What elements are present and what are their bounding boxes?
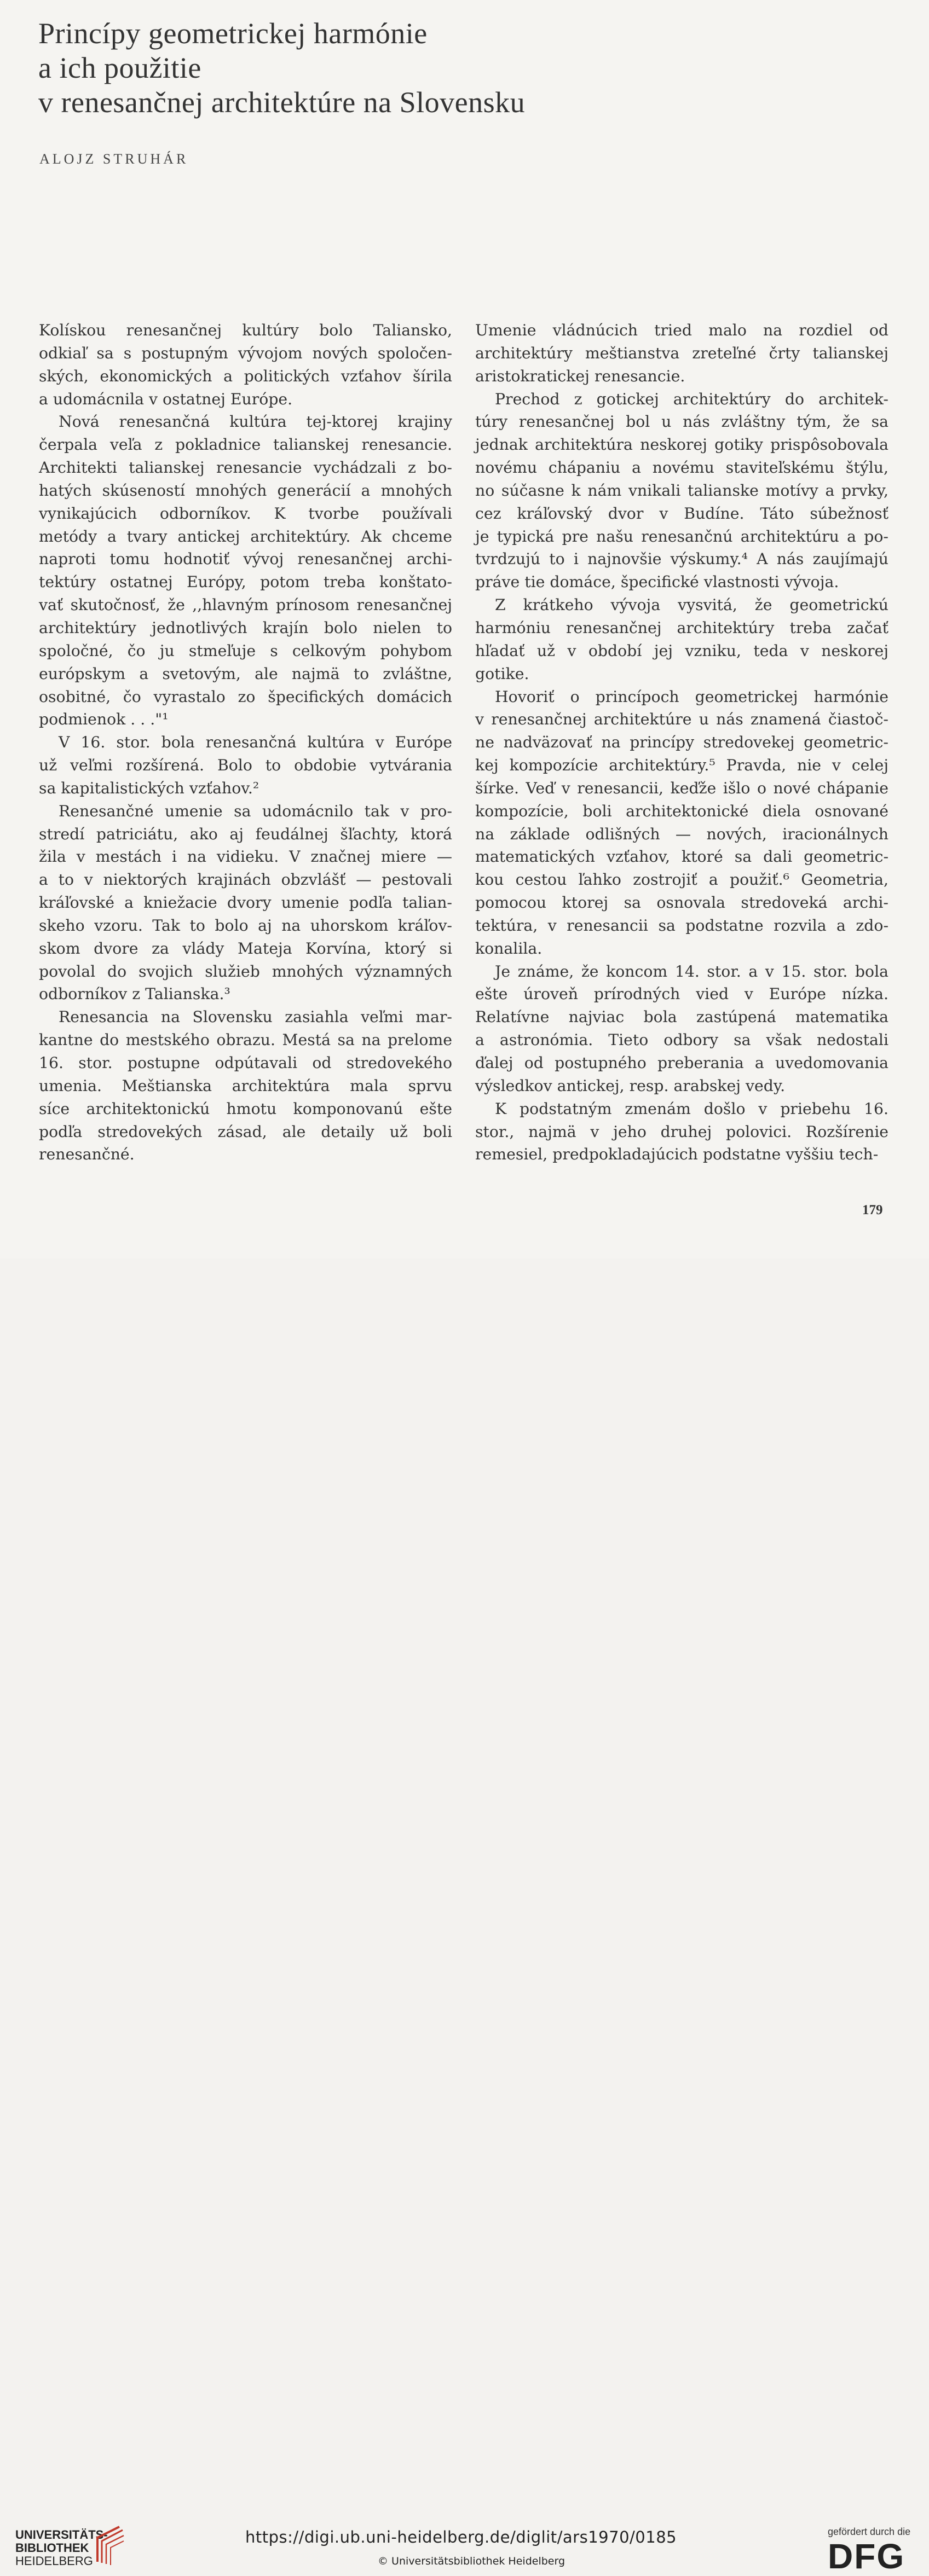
text-line: Renesancia na Slovensku zasiahla veľmi mar- <box>59 1008 452 1026</box>
text-line: kantne do mestského obrazu. Mestá sa na prelome <box>39 1031 452 1049</box>
text-line: a astronómia. Tieto odbory sa však nedostali <box>475 1031 888 1049</box>
article-author: ALOJZ STRUHÁR <box>39 151 189 167</box>
text-line: Z krátkeho vývoja vysvitá, že geometrickú <box>495 596 888 614</box>
permalink-url[interactable]: https://digi.ub.uni-heidelberg.de/diglit/ars1970/0185 <box>245 2528 677 2546</box>
text-line: kompozície, boli architektonické diela osnované <box>475 802 888 820</box>
page-number: 179 <box>862 1203 883 1217</box>
footer-bar <box>0 1258 929 2576</box>
text-line: ne nadväzovať na princípy stredovekej geometric- <box>475 733 888 752</box>
text-line: vať skutočnosť, že ,,hlavným prínosom renesančnej <box>39 596 452 614</box>
text-line: je typická pre našu renesančnú architektúru a po- <box>475 527 888 546</box>
text-line: Relatívne najviac bola zastúpená matematika <box>475 1008 888 1026</box>
text-line: ešte úroveň prírodných vied v Európe nízka. <box>475 985 888 1003</box>
paragraph <box>475 960 888 1098</box>
text-line: tektúry ostatnej Európy, potom treba konštato- <box>39 573 452 591</box>
text-line: skom dvore za vlády Mateja Korvína, ktorý si <box>39 939 452 958</box>
text-line: Prechod z gotickej architektúry do architek- <box>495 390 888 408</box>
text-line: a udomácnila v ostatnej Európe. <box>39 390 293 408</box>
paragraph <box>39 319 452 410</box>
library-line-2: BIBLIOTHEK <box>15 2541 89 2555</box>
text-line: aristokratickej renesancie. <box>475 367 685 385</box>
text-line: jednak architektúra neskorej gotiky prispôsobovala <box>475 436 888 454</box>
text-line: sa kapitalistických vzťahov.² <box>39 779 259 797</box>
text-line: podmienok . . ."¹ <box>39 710 169 729</box>
text-line: cez kráľovský dvor v Budíne. Táto súbežnosť <box>475 504 888 523</box>
library-line-3: HEIDELBERG <box>15 2554 93 2568</box>
text-line: podľa stredovekých zásad, ale detaily už boli <box>39 1122 452 1141</box>
text-line: odborníkov z Talianska.³ <box>39 985 230 1003</box>
text-line: Hovoriť o princípoch geometrickej harmónie <box>495 687 888 706</box>
text-line: renesančné. <box>39 1145 135 1164</box>
library-logo-icon <box>93 2523 126 2567</box>
funded-by-label: gefördert durch die <box>828 2526 911 2537</box>
text-line: šírke. Veď v renesancii, keďže išlo o nové chápanie <box>475 779 888 797</box>
text-line: Je známe, že koncom 14. stor. a v 15. stor. bola <box>495 962 888 980</box>
paragraph <box>39 731 452 800</box>
text-line: spoločné, čo ju stmeľuje s celkovým pohybom <box>39 641 452 660</box>
paragraph <box>475 1098 888 1167</box>
left-text-column <box>39 319 452 1166</box>
text-line: harmóniu renesančnej architektúry treba začať <box>475 618 888 637</box>
article-title <box>38 16 750 120</box>
text-line: už veľmi rozšírená. Bolo to obdobie vytvárania <box>39 756 452 775</box>
text-line: Architekti talianskej renesancie vychádzali z bo- <box>39 459 452 477</box>
text-line: pomocou ktorej sa osnovala stredoveká archi- <box>475 894 888 912</box>
text-line: v renesančnej architektúre u nás znamená čiastoč- <box>475 710 888 729</box>
paragraph <box>39 800 452 1006</box>
text-line: na základe odlišných — nových, iracionálnych <box>475 825 888 843</box>
text-line: Umenie vládnúcich tried malo na rozdiel od <box>475 321 888 339</box>
text-line: konalila. <box>475 939 543 958</box>
text-line: V 16. stor. bola renesančná kultúra v Európe <box>59 733 452 752</box>
text-line: osobitné, čo vyrastalo zo špecifických domácich <box>39 687 452 706</box>
paragraph <box>475 594 888 685</box>
text-line: metódy a tvary antickej architektúry. Ak chceme <box>39 527 452 546</box>
text-line: ských, ekonomických a politických vzťahov šírila <box>39 367 452 385</box>
text-line: žila v mestách i na vidieku. V značnej miere — <box>39 848 452 866</box>
text-line: kráľovské a kniežacie dvory umenie podľa talian- <box>39 894 452 912</box>
text-line: Nová renesančná kultúra tej-ktorej krajiny <box>59 413 452 431</box>
library-line-1: UNIVERSITÄTS- <box>15 2528 108 2542</box>
text-line: no súčasne k nám vnikali talianske motívy a prvky, <box>475 481 888 500</box>
text-line: 16. stor. postupne odpútavali od stredovekého <box>39 1054 452 1072</box>
text-line: Renesančné umenie sa udomácnilo tak v pro- <box>59 802 452 820</box>
text-line: hľadať už v období jej vzniku, teda v neskorej <box>475 641 888 660</box>
paragraph <box>475 388 888 594</box>
text-line: umenia. Meštianska architektúra mala sprvu <box>39 1076 452 1095</box>
text-line: vynikajúcich odborníkov. K tvorbe používali <box>39 504 452 523</box>
text-line: povolal do svojich služieb mnohých významných <box>39 962 452 980</box>
text-line: čerpala veľa z pokladnice talianskej renesancie. <box>39 436 452 454</box>
right-text-column <box>475 319 888 1166</box>
text-line: tvrdzujú to i najnovšie výskumy.⁴ A nás zaujímajú <box>475 550 888 568</box>
text-line: K podstatným zmenám došlo v priebehu 16. <box>495 1099 888 1118</box>
text-line: európskym a svetovým, ale najmä to zvláštne, <box>39 664 452 683</box>
text-line: stredí patriciátu, ako aj feudálnej šľachty, ktorá <box>39 825 452 843</box>
text-line: naproti tomu hodnotiť vývoj renesančnej archi- <box>39 550 452 568</box>
text-line: odkiaľ sa s postupným vývojom nových spoločen- <box>39 344 452 362</box>
text-line: matematických vzťahov, ktoré sa dali geometric- <box>475 848 888 866</box>
text-line: stor., najmä v jeho druhej polovici. Rozšírenie <box>475 1122 888 1141</box>
text-line: gotike. <box>475 664 529 683</box>
copyright-notice: © Universitätsbibliothek Heidelberg <box>378 2555 566 2567</box>
text-line: síce architektonickú hmotu komponovanú ešte <box>39 1099 452 1118</box>
text-line: architektúry jednotlivých krajín bolo nielen to <box>39 618 452 637</box>
text-line: túry renesančnej bol u nás zvláštny tým, že sa <box>475 413 888 431</box>
text-line: skeho vzoru. Tak to bolo aj na uhorskom kráľov- <box>39 916 452 935</box>
paragraph <box>475 319 888 388</box>
text-line: architektúry meštianstva zreteľné črty talianskej <box>475 344 888 362</box>
paragraph <box>475 686 888 960</box>
text-line: novému chápaniu a novému staviteľskému štýlu, <box>475 459 888 477</box>
paragraph <box>39 410 452 731</box>
title-line-2: a ich použitie <box>38 51 201 84</box>
text-line: kou cestou ľahko zostrojiť a použiť.⁶ Geometria, <box>475 871 888 889</box>
paragraph <box>39 1006 452 1166</box>
text-line: a to v niektorých krajinách obzvlášť — pestovali <box>39 871 452 889</box>
text-line: práve tie domáce, špecifické vlastnosti vývoja. <box>475 573 839 591</box>
text-line: ďalej od postupného preberania a uvedomovania <box>475 1054 888 1072</box>
text-line: hatých skúseností mnohých generácií a mnohých <box>39 481 452 500</box>
text-line: remesiel, predpokladajúcich podstatne vyššiu tech- <box>475 1145 879 1164</box>
text-line: Kolískou renesančnej kultúry bolo Taliansko, <box>39 321 452 339</box>
title-line-3: v renesančnej architektúre na Slovensku <box>38 86 526 119</box>
document-page <box>0 0 929 1258</box>
title-line-1: Princípy geometrickej harmónie <box>38 17 428 50</box>
text-line: tektúra, v renesancii sa podstatne rozvila a zdo- <box>475 916 888 935</box>
text-line: výsledkov antickej, resp. arabskej vedy. <box>475 1076 786 1095</box>
dfg-logo[interactable]: DFG <box>828 2537 905 2576</box>
text-line: kej kompozície architektúry.⁵ Pravda, nie v celej <box>475 756 888 775</box>
